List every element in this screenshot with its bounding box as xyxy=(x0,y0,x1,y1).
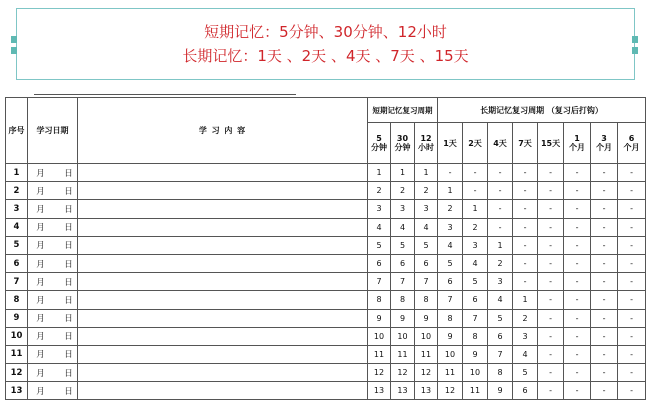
short-term-cell: 12 xyxy=(391,364,415,382)
long-term-cell[interactable]: 1 xyxy=(463,200,488,218)
table-row xyxy=(6,200,646,218)
review-schedule-table xyxy=(5,97,646,400)
date-field[interactable] xyxy=(28,273,78,291)
long-term-cell[interactable]: 2 xyxy=(488,254,513,272)
row-index: 3 xyxy=(6,200,28,218)
long-term-cell[interactable]: - xyxy=(591,291,618,309)
day-label: 日 xyxy=(64,350,73,361)
content-field[interactable] xyxy=(78,291,368,309)
short-term-cell: 9 xyxy=(368,309,391,327)
long-term-cell[interactable]: - xyxy=(591,382,618,400)
short-term-cell: 10 xyxy=(368,327,391,345)
content-field[interactable] xyxy=(78,364,368,382)
long-term-cell[interactable]: - xyxy=(591,182,618,200)
header-long-col: 1 个月 xyxy=(564,123,591,164)
long-term-cell[interactable]: - xyxy=(488,182,513,200)
long-term-cell[interactable]: - xyxy=(591,200,618,218)
short-term-cell: 11 xyxy=(391,345,415,363)
long-term-cell[interactable]: 9 xyxy=(463,345,488,363)
long-term-cell[interactable]: - xyxy=(591,164,618,182)
long-term-cell[interactable]: - xyxy=(591,236,618,254)
long-term-cell[interactable]: - xyxy=(463,164,488,182)
short-term-cell: 3 xyxy=(368,200,391,218)
resize-handle-left-bottom[interactable] xyxy=(11,47,17,54)
long-term-cell[interactable]: 12 xyxy=(438,382,463,400)
short-term-cell: 13 xyxy=(368,382,391,400)
month-label: 月 xyxy=(36,277,45,288)
date-field[interactable] xyxy=(28,364,78,382)
table-row xyxy=(6,291,646,309)
long-term-cell[interactable]: 5 xyxy=(513,364,538,382)
header-long-col: 7天 xyxy=(513,123,538,164)
table-row xyxy=(6,164,646,182)
month-label: 月 xyxy=(36,368,45,379)
short-term-cell: 8 xyxy=(415,291,438,309)
long-term-cell[interactable]: - xyxy=(513,182,538,200)
row-index: 10 xyxy=(6,327,28,345)
content-field[interactable] xyxy=(78,345,368,363)
row-index: 2 xyxy=(6,182,28,200)
day-label: 日 xyxy=(64,332,73,343)
long-term-cell[interactable]: - xyxy=(538,218,564,236)
day-label: 日 xyxy=(64,259,73,270)
date-field[interactable] xyxy=(28,382,78,400)
long-term-cell[interactable]: - xyxy=(591,364,618,382)
table-row xyxy=(6,182,646,200)
day-label: 日 xyxy=(64,314,73,325)
long-term-cell[interactable]: - xyxy=(538,254,564,272)
content-field[interactable] xyxy=(78,200,368,218)
day-label: 日 xyxy=(64,241,73,252)
long-term-cell[interactable]: 6 xyxy=(513,382,538,400)
long-term-cell[interactable]: - xyxy=(618,236,646,254)
month-label: 月 xyxy=(36,332,45,343)
long-term-cell[interactable]: - xyxy=(513,236,538,254)
long-term-cell[interactable]: - xyxy=(618,309,646,327)
long-term-cell[interactable]: - xyxy=(591,273,618,291)
header-short-col: 5 分钟 xyxy=(368,123,391,164)
long-term-cell[interactable]: 5 xyxy=(488,309,513,327)
short-term-cell: 8 xyxy=(368,291,391,309)
long-term-cell[interactable]: 4 xyxy=(488,291,513,309)
short-term-cell: 10 xyxy=(391,327,415,345)
resize-handle-right-top[interactable] xyxy=(632,36,638,43)
long-term-cell[interactable]: 8 xyxy=(438,309,463,327)
long-term-cell[interactable]: - xyxy=(591,345,618,363)
long-term-cell[interactable]: 2 xyxy=(463,218,488,236)
long-term-cell[interactable]: - xyxy=(618,218,646,236)
content-field[interactable] xyxy=(78,273,368,291)
long-term-cell[interactable]: 11 xyxy=(463,382,488,400)
long-term-cell[interactable]: - xyxy=(513,218,538,236)
short-term-cell: 7 xyxy=(391,273,415,291)
long-term-cell[interactable]: - xyxy=(564,236,591,254)
long-term-cell[interactable]: - xyxy=(564,273,591,291)
long-term-cell[interactable]: 3 xyxy=(438,218,463,236)
long-term-cell[interactable]: 6 xyxy=(438,273,463,291)
long-term-cell[interactable]: - xyxy=(564,182,591,200)
long-term-cell[interactable]: - xyxy=(463,182,488,200)
short-term-cell: 6 xyxy=(415,254,438,272)
content-field[interactable] xyxy=(78,382,368,400)
long-term-cell[interactable]: - xyxy=(618,273,646,291)
long-term-cell[interactable]: - xyxy=(488,218,513,236)
date-field[interactable] xyxy=(28,254,78,272)
memory-banner xyxy=(16,8,635,80)
day-label: 日 xyxy=(64,386,73,397)
banner-line-short-term: 短期记忆：5分钟、30分钟、12小时 xyxy=(204,23,447,41)
month-label: 月 xyxy=(36,386,45,397)
long-term-cell[interactable]: 8 xyxy=(463,327,488,345)
long-term-cell[interactable]: 5 xyxy=(438,254,463,272)
short-term-cell: 11 xyxy=(415,345,438,363)
table-row xyxy=(6,273,646,291)
long-term-cell[interactable]: - xyxy=(618,254,646,272)
long-term-cell[interactable]: - xyxy=(618,164,646,182)
short-term-cell: 2 xyxy=(368,182,391,200)
long-term-cell[interactable]: - xyxy=(564,200,591,218)
content-field[interactable] xyxy=(78,182,368,200)
short-term-cell: 2 xyxy=(415,182,438,200)
table-row xyxy=(6,345,646,363)
long-term-cell[interactable]: - xyxy=(564,345,591,363)
long-term-cell[interactable]: - xyxy=(618,364,646,382)
date-field[interactable] xyxy=(28,309,78,327)
row-index: 1 xyxy=(6,164,28,182)
header-short-term-group: 短期记忆复习周期 xyxy=(368,98,438,123)
long-term-cell[interactable]: 5 xyxy=(463,273,488,291)
day-label: 日 xyxy=(64,277,73,288)
day-label: 日 xyxy=(64,223,73,234)
month-label: 月 xyxy=(36,241,45,252)
month-label: 月 xyxy=(36,314,45,325)
header-long-col: 3 个月 xyxy=(591,123,618,164)
long-term-cell[interactable]: 7 xyxy=(488,345,513,363)
resize-handle-left-top[interactable] xyxy=(11,36,17,43)
short-term-cell: 3 xyxy=(391,200,415,218)
month-label: 月 xyxy=(36,223,45,234)
content-field[interactable] xyxy=(78,254,368,272)
content-field[interactable] xyxy=(78,309,368,327)
content-field[interactable] xyxy=(78,327,368,345)
header-index: 序号 xyxy=(6,98,28,164)
date-field[interactable] xyxy=(28,182,78,200)
month-label: 月 xyxy=(36,350,45,361)
row-index: 6 xyxy=(6,254,28,272)
banner-line-long-term: 长期记忆：1天 、2天 、4天 、7天 、15天 xyxy=(182,47,469,65)
long-term-cell[interactable]: - xyxy=(564,309,591,327)
short-term-cell: 10 xyxy=(415,327,438,345)
long-term-cell[interactable]: 11 xyxy=(438,364,463,382)
day-label: 日 xyxy=(64,186,73,197)
row-index: 11 xyxy=(6,345,28,363)
row-index: 8 xyxy=(6,291,28,309)
short-term-cell: 9 xyxy=(415,309,438,327)
short-term-cell: 12 xyxy=(368,364,391,382)
header-date: 学习日期 xyxy=(28,98,78,164)
day-label: 日 xyxy=(64,295,73,306)
short-term-cell: 13 xyxy=(415,382,438,400)
table-row xyxy=(6,254,646,272)
short-term-cell: 1 xyxy=(415,164,438,182)
short-term-cell: 2 xyxy=(391,182,415,200)
row-index: 4 xyxy=(6,218,28,236)
short-term-cell: 13 xyxy=(391,382,415,400)
long-term-cell[interactable]: 6 xyxy=(463,291,488,309)
long-term-cell[interactable]: - xyxy=(564,382,591,400)
date-field[interactable] xyxy=(28,218,78,236)
content-field[interactable] xyxy=(78,164,368,182)
month-label: 月 xyxy=(36,259,45,270)
long-term-cell[interactable]: - xyxy=(513,273,538,291)
title-underline xyxy=(34,94,296,95)
long-term-cell[interactable]: - xyxy=(564,291,591,309)
long-term-cell[interactable]: - xyxy=(538,200,564,218)
short-term-cell: 9 xyxy=(391,309,415,327)
month-label: 月 xyxy=(36,186,45,197)
table-row xyxy=(6,327,646,345)
date-field[interactable] xyxy=(28,291,78,309)
long-term-cell[interactable]: - xyxy=(538,291,564,309)
short-term-cell: 6 xyxy=(368,254,391,272)
short-term-cell: 1 xyxy=(391,164,415,182)
long-term-cell[interactable]: - xyxy=(591,309,618,327)
short-term-cell: 4 xyxy=(391,218,415,236)
long-term-cell[interactable]: - xyxy=(538,164,564,182)
row-index: 5 xyxy=(6,236,28,254)
long-term-cell[interactable]: 3 xyxy=(488,273,513,291)
date-field[interactable] xyxy=(28,327,78,345)
header-long-term-group: 长期记忆复习周期 （复习后打钩） xyxy=(438,98,646,123)
long-term-cell[interactable]: - xyxy=(538,309,564,327)
month-label: 月 xyxy=(36,168,45,179)
long-term-cell[interactable]: - xyxy=(538,327,564,345)
table-row xyxy=(6,309,646,327)
long-term-cell[interactable]: 1 xyxy=(488,236,513,254)
long-term-cell[interactable]: 9 xyxy=(488,382,513,400)
short-term-cell: 4 xyxy=(415,218,438,236)
long-term-cell[interactable]: - xyxy=(513,200,538,218)
header-long-col: 2天 xyxy=(463,123,488,164)
long-term-cell[interactable]: - xyxy=(538,236,564,254)
long-term-cell[interactable]: 4 xyxy=(438,236,463,254)
row-index: 7 xyxy=(6,273,28,291)
long-term-cell[interactable]: 7 xyxy=(463,309,488,327)
long-term-cell[interactable]: - xyxy=(591,254,618,272)
long-term-cell[interactable]: - xyxy=(618,382,646,400)
header-content: 学 习 内 容 xyxy=(78,98,368,164)
table-row xyxy=(6,364,646,382)
short-term-cell: 5 xyxy=(391,236,415,254)
long-term-cell[interactable]: - xyxy=(538,273,564,291)
table-row xyxy=(6,236,646,254)
long-term-cell[interactable]: - xyxy=(591,327,618,345)
long-term-cell[interactable]: 6 xyxy=(488,327,513,345)
date-field[interactable] xyxy=(28,164,78,182)
short-term-cell: 5 xyxy=(368,236,391,254)
long-term-cell[interactable]: - xyxy=(538,182,564,200)
long-term-cell[interactable]: - xyxy=(438,164,463,182)
long-term-cell[interactable]: - xyxy=(564,327,591,345)
content-field[interactable] xyxy=(78,218,368,236)
header-long-col: 4天 xyxy=(488,123,513,164)
short-term-cell: 4 xyxy=(368,218,391,236)
resize-handle-right-bottom[interactable] xyxy=(632,47,638,54)
long-term-cell[interactable]: - xyxy=(618,182,646,200)
long-term-cell[interactable]: - xyxy=(488,200,513,218)
row-index: 12 xyxy=(6,364,28,382)
short-term-cell: 8 xyxy=(391,291,415,309)
row-index: 9 xyxy=(6,309,28,327)
day-label: 日 xyxy=(64,168,73,179)
short-term-cell: 1 xyxy=(368,164,391,182)
long-term-cell[interactable]: - xyxy=(564,254,591,272)
date-field[interactable] xyxy=(28,345,78,363)
table-row xyxy=(6,382,646,400)
long-term-cell[interactable]: - xyxy=(591,218,618,236)
long-term-cell[interactable]: - xyxy=(618,200,646,218)
long-term-cell[interactable]: - xyxy=(618,345,646,363)
month-label: 月 xyxy=(36,204,45,215)
long-term-cell[interactable]: - xyxy=(538,382,564,400)
table-row xyxy=(6,218,646,236)
header-long-col: 15天 xyxy=(538,123,564,164)
long-term-cell[interactable]: 4 xyxy=(463,254,488,272)
short-term-cell: 7 xyxy=(368,273,391,291)
long-term-cell[interactable]: - xyxy=(618,291,646,309)
long-term-cell[interactable]: 1 xyxy=(438,182,463,200)
long-term-cell[interactable]: - xyxy=(564,218,591,236)
long-term-cell[interactable]: 9 xyxy=(438,327,463,345)
short-term-cell: 3 xyxy=(415,200,438,218)
long-term-cell[interactable]: - xyxy=(564,364,591,382)
day-label: 日 xyxy=(64,368,73,379)
short-term-cell: 5 xyxy=(415,236,438,254)
long-term-cell[interactable]: 2 xyxy=(513,309,538,327)
long-term-cell[interactable]: - xyxy=(538,345,564,363)
long-term-cell[interactable]: 3 xyxy=(463,236,488,254)
day-label: 日 xyxy=(64,204,73,215)
long-term-cell[interactable]: 3 xyxy=(513,327,538,345)
long-term-cell[interactable]: 8 xyxy=(488,364,513,382)
content-field[interactable] xyxy=(78,236,368,254)
date-field[interactable] xyxy=(28,200,78,218)
short-term-cell: 12 xyxy=(415,364,438,382)
row-index: 13 xyxy=(6,382,28,400)
long-term-cell[interactable]: - xyxy=(538,364,564,382)
short-term-cell: 11 xyxy=(368,345,391,363)
header-short-col: 30 分钟 xyxy=(391,123,415,164)
short-term-cell: 7 xyxy=(415,273,438,291)
long-term-cell[interactable]: 7 xyxy=(438,291,463,309)
long-term-cell[interactable]: 4 xyxy=(513,345,538,363)
header-short-col: 12 小时 xyxy=(415,123,438,164)
date-field[interactable] xyxy=(28,236,78,254)
header-long-col: 1天 xyxy=(438,123,463,164)
long-term-cell[interactable]: 1 xyxy=(513,291,538,309)
header-long-col: 6 个月 xyxy=(618,123,646,164)
long-term-cell[interactable]: - xyxy=(488,164,513,182)
long-term-cell[interactable]: - xyxy=(513,164,538,182)
long-term-cell[interactable]: 10 xyxy=(438,345,463,363)
long-term-cell[interactable]: - xyxy=(513,254,538,272)
long-term-cell[interactable]: 10 xyxy=(463,364,488,382)
long-term-cell[interactable]: - xyxy=(564,164,591,182)
long-term-cell[interactable]: 2 xyxy=(438,200,463,218)
short-term-cell: 6 xyxy=(391,254,415,272)
long-term-cell[interactable]: - xyxy=(618,327,646,345)
month-label: 月 xyxy=(36,295,45,306)
